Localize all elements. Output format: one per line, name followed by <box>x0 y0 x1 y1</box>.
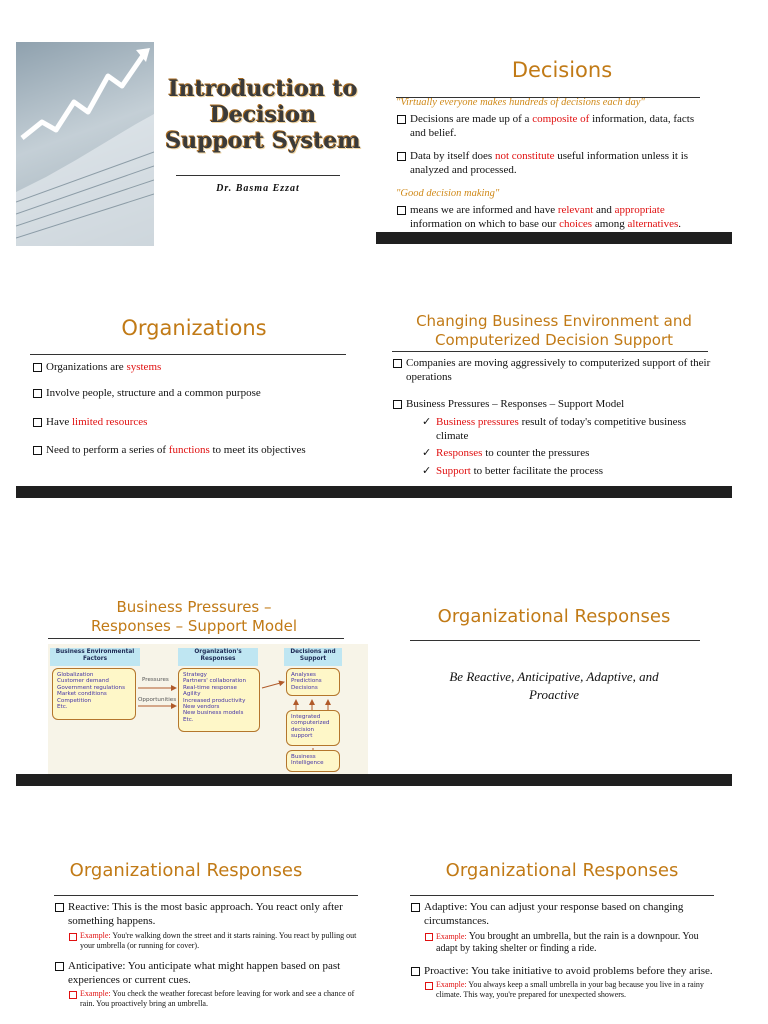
slide-title: Organizations <box>121 316 267 340</box>
slide-title: Organizational Responses <box>445 860 679 881</box>
slide-organizations <box>16 300 372 486</box>
slide-changing-environment <box>376 300 732 486</box>
check-item: ✓ Support to better facilitate the process <box>422 464 712 478</box>
diagram-header: Decisions and Support <box>284 648 342 666</box>
title-rule <box>54 895 358 896</box>
pressures-responses-diagram <box>48 644 368 776</box>
check-list <box>406 415 712 478</box>
bullet-item: Business Pressures – Responses – Support Model ✓ Business pressures result of today's competitive business climate ✓ Responses to counter the pressures ✓ Support to better facilitate the process <box>392 397 712 478</box>
bullet-item: Need to perform a series of functions to meet its objectives <box>32 443 332 457</box>
decisions-box: Analyses Predictions Decisions <box>286 668 340 696</box>
check-item: ✓ Responses to counter the pressures <box>422 446 712 460</box>
bullet-item: Anticipative: You anticipate what might happen based on past experiences or current cues. Example: You check the weather forecast before leaving for work and see a chance of rain. You proactively bring an umbrella. <box>54 959 360 1010</box>
bullet-item: Organizations are systems <box>32 360 332 374</box>
quote-text: "Good decision making" <box>396 188 500 199</box>
title-rule <box>30 354 346 355</box>
slide-decisions <box>392 42 732 246</box>
bullet-item: Proactive: You take initiative to avoid problems before they arise. Example: You always keep a small umbrella in your bag because you live in a rainy climate. This way, you're prepared for unexpected showers. <box>410 964 720 1000</box>
bi-box: Business Intelligence <box>286 750 340 772</box>
diagram-arrows <box>48 644 368 776</box>
slide-org-responses-intro <box>376 590 732 776</box>
responses-box: Strategy Partners' collaboration Real-time response Agility Increased productivity New vendors New business models Etc. <box>178 668 260 732</box>
slide-title: Decisions <box>511 58 613 82</box>
title-rule <box>48 638 344 639</box>
support-box: Integrated computerized decision support <box>286 710 340 746</box>
bullet-list <box>392 356 712 486</box>
bullet-list <box>410 900 720 1008</box>
slide-bottom-bar <box>16 486 732 498</box>
bullet-list <box>396 112 696 185</box>
slide-pressures-model <box>16 590 372 776</box>
slide-bottom-bar <box>376 232 732 244</box>
factors-box: Globalization Customer demand Government regulations Market conditions Competition Etc. <box>52 668 136 720</box>
slide-title: Organizational Responses <box>69 860 303 881</box>
opportunities-label: Opportunities <box>138 697 177 703</box>
quote-text: "Virtually everyone makes hundreds of decisions each day" <box>396 97 645 108</box>
stairs-graph-image <box>16 42 154 246</box>
bullet-list <box>54 900 360 1017</box>
diagram-header: Business Environmental Factors <box>50 648 140 666</box>
bullet-list <box>32 360 332 465</box>
example-item: Example: You always keep a small umbrella in your bag because you live in a rainy climate. This way, you're prepared for unexpected showers. <box>424 980 720 1000</box>
example-item: Example: You're walking down the street and it starts raining. You react by pulling out your umbrella (or running for cover). <box>68 931 360 951</box>
slide-title: Organizational Responses <box>437 606 671 627</box>
bullet-item: Decisions are made up of a composite of information, data, facts and belief. <box>396 112 696 141</box>
diagram-header: Organization's Responses <box>178 648 258 666</box>
bullet-item: Adaptive: You can adjust your response based on changing circumstances. Example: You brought an umbrella, but the rain is a downpour. You adapt by taking shelter or finding a ride. <box>410 900 720 956</box>
bullet-item: means we are informed and have relevant and appropriate information on which to base our choices among alternatives. <box>396 203 696 232</box>
slide-title-cover <box>16 42 376 246</box>
title-rule <box>410 895 714 896</box>
slide-title: Business Pressures – Responses – Support Model <box>91 598 297 635</box>
responses-summary: Be Reactive, Anticipative, Adaptive, and Proactive <box>449 669 659 702</box>
bullet-item: Have limited resources <box>32 415 332 429</box>
slide-reactive-anticipative <box>16 848 372 1024</box>
pressures-label: Pressures <box>142 677 169 683</box>
bullet-item: Data by itself does not constitute useful information unless it is analyzed and processed. <box>396 149 696 178</box>
title-rule <box>392 351 708 352</box>
example-item: Example: You check the weather forecast before leaving for work and see a chance of rain. You proactively bring an umbrella. <box>68 989 360 1009</box>
slide-adaptive-proactive <box>392 848 732 1024</box>
bullet-item: Reactive: This is the most basic approach. You react only after something happens. Example: You're walking down the street and it starts raining. You react by pulling out your umbrella (or running for cover). <box>54 900 360 951</box>
check-item: ✓ Business pressures result of today's competitive business climate <box>422 415 712 444</box>
cover-rule <box>176 175 340 176</box>
slide-bottom-bar <box>16 774 732 786</box>
bullet-item: Involve people, structure and a common purpose <box>32 386 332 400</box>
slide-title: Changing Business Environment and Computerized Decision Support <box>416 312 692 349</box>
author-name: Dr. Basma Ezzat <box>216 183 300 194</box>
example-item: Example: You brought an umbrella, but the rain is a downpour. You adapt by taking shelter or finding a ride. <box>424 931 720 956</box>
bullet-item: Companies are moving aggressively to computerized support of their operations <box>392 356 712 385</box>
cover-title: Introduction to Decision Support System <box>165 76 361 154</box>
title-rule <box>410 640 700 641</box>
